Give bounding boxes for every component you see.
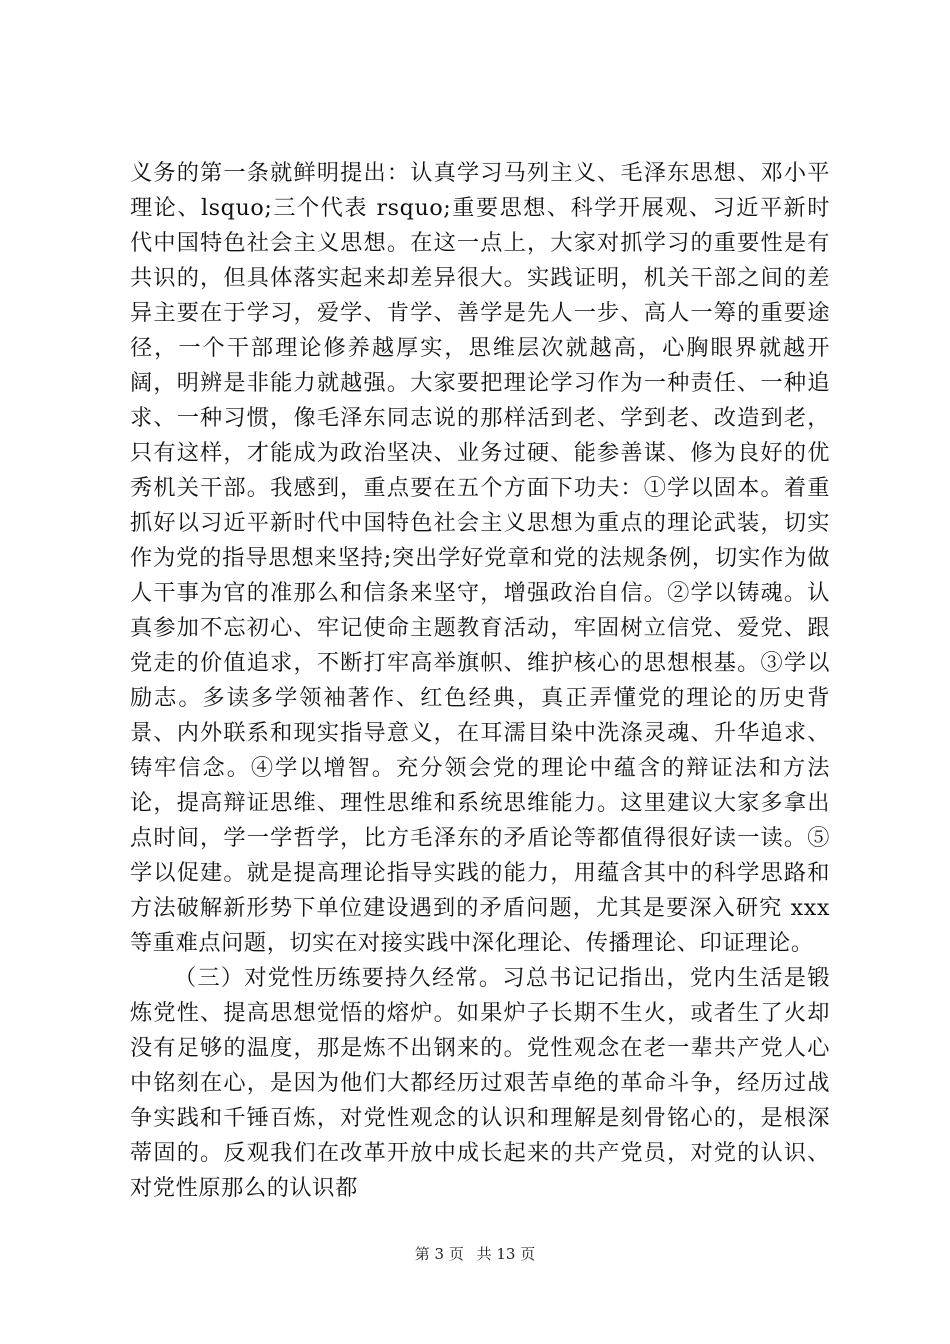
page-total: 共 13 页 <box>476 1245 536 1263</box>
document-body <box>130 156 830 1206</box>
paragraph-study-theory: 义务的第一条就鲜明提出：认真学习马列主义、毛泽东思想、邓小平理论、lsquo;三个代表 rsquo;重要思想、科学开展观、习近平新时代中国特色社会主义思想。在这一点上，大家对抓学习的重要性是有共识的，但具体落实起来却差异很大。实践证明，机关干部之间的差异主要在于学习，爱学、肯学、善学是先人一步、高人一筹的重要途径，一个干部理论修养越厚实，思维层次就越高，心胸眼界就越开阔，明辨是非能力就越强。大家要把理论学习作为一种责任、一种追求、一种习惯，像毛泽东同志说的那样活到老、学到老、改造到老，只有这样，才能成为政治坚决、业务过硬、能参善谋、修为良好的优秀机关干部。我感到，重点要在五个方面下功夫：①学以固本。着重抓好以习近平新时代中国特色社会主义思想为重点的理论武装，切实作为党的指导思想来坚持;突出学好党章和党的法规条例，切实作为做人干事为官的准那么和信条来坚守，增强政治自信。②学以铸魂。认真参加不忘初心、牢记使命主题教育活动，牢固树立信党、爱党、跟党走的价值追求，不断打牢高举旗帜、维护核心的思想根基。③学以励志。多读多学领袖著作、红色经典，真正弄懂党的理论的历史背景、内外联系和现实指导意义，在耳濡目染中洗涤灵魂、升华追求、铸牢信念。④学以增智。充分领会党的理论中蕴含的辩证法和方法论，提高辩证思维、理性思维和系统思维能力。这里建议大家多拿出点时间，学一学哲学，比方毛泽东的矛盾论等都值得很好读一读。⑤学以促建。就是提高理论指导实践的能力，用蕴含其中的科学思路和方法破解新形势下单位建设遇到的矛盾问题，尤其是要深入研究 xxx 等重难点问题，切实在对接实践中深化理论、传播理论、印证理论。 <box>130 160 830 956</box>
page-number: 第 3 页 <box>414 1245 464 1263</box>
page-footer <box>0 1243 950 1264</box>
paragraph-party-spirit: （三）对党性历练要持久经常。习总书记记指出，党内生活是锻炼党性、提高思想觉悟的熔炉。如果炉子长期不生火，或者生了火却没有足够的温度，那是炼不出钢来的。党性观念在老一辈共产党人心中铭刻在心，是因为他们大都经历过艰苦卓绝的革命斗争，经历过战争实践和千锤百炼，对党性观念的认识和理解是刻骨铭心的，是根深蒂固的。反观我们在改革开放中成长起来的共产党员，对党的认识、对党性原那么的认识都 <box>130 965 830 1201</box>
